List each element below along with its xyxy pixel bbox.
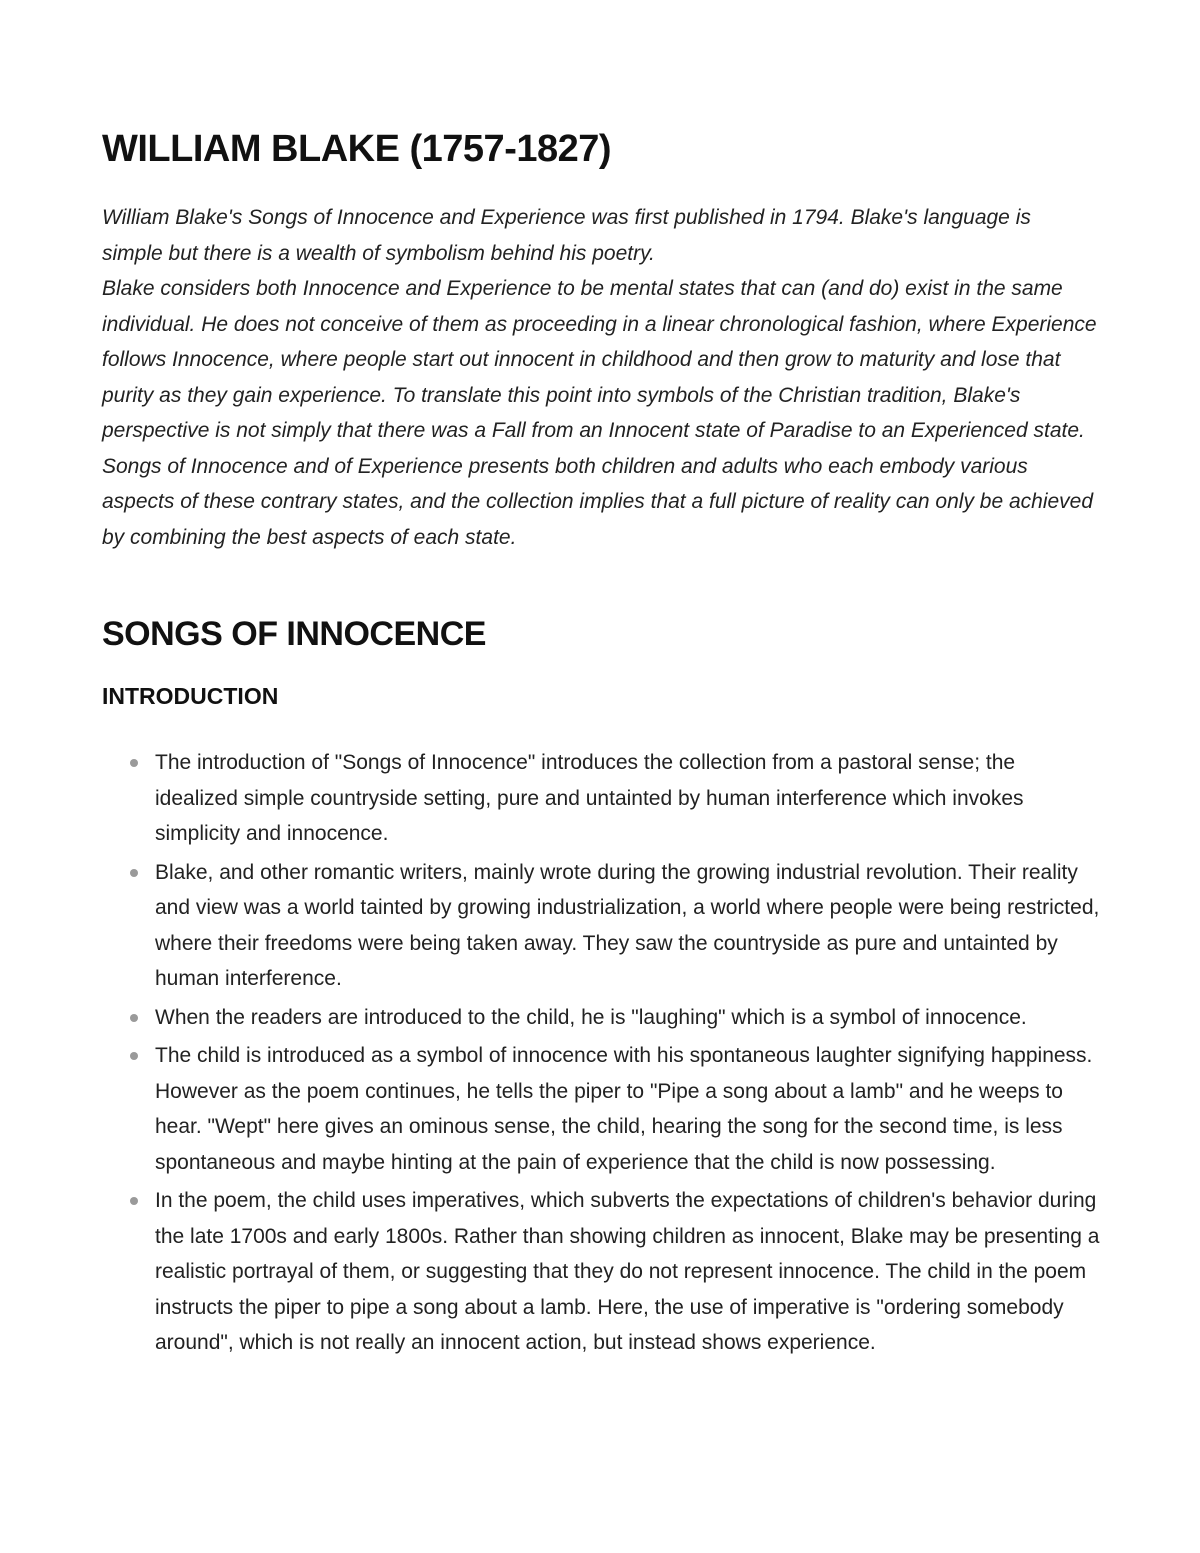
list-item: [102, 1183, 1102, 1361]
list-item: [102, 745, 1102, 852]
document-title: WILLIAM BLAKE (1757-1827): [102, 128, 612, 170]
bullet-icon: [130, 1052, 138, 1060]
list-item: [102, 1038, 1102, 1180]
intro-text: [102, 200, 1097, 555]
list-item-text: The introduction of "Songs of Innocence" introduces the collection from a pastoral sense; the idealized simple countryside setting, pure and untainted by human interference which invokes simplicity and innocence.: [155, 751, 1024, 845]
intro-paragraph: Blake considers both Innocence and Experience to be mental states that can (and do) exist in the same individual. He does not conceive of them as proceeding in a linear chronological fashion, where Experience follows Innocence, where people start out innocent in childhood and then grow to maturity and lose that purity as they gain experience. To translate this point into symbols of the Christian tradition, Blake's perspective is not simply that there was a Fall from an Innocent state of Paradise to an Experienced state. Songs of Innocence and of Experience presents both children and adults who each embody various aspects of these contrary states, and the collection implies that a full picture of reality can only be achieved by combining the best aspects of each state.: [102, 277, 1097, 549]
list-item: [102, 855, 1102, 997]
bullet-icon: [130, 869, 138, 877]
list-item-text: When the readers are introduced to the child, he is "laughing" which is a symbol of innocence.: [155, 1005, 1027, 1029]
list-item-text: The child is introduced as a symbol of innocence with his spontaneous laughter signifying happiness. However as the poem continues, he tells the piper to "Pipe a song about a lamb" and he weeps to hear. "Wept" here gives an ominous sense, the child, hearing the song for the second time, is less spontaneous and maybe hinting at the pain of experience that the child is now possessing.: [155, 1044, 1093, 1174]
bullet-icon: [130, 759, 138, 767]
list-item-text: Blake, and other romantic writers, mainly wrote during the growing industrial revolution. Their reality and view was a world tainted by growing industrialization, a world where people were being restricted, where their freedoms were being taken away. They saw the countryside as pure and untainted by human interference.: [155, 860, 1100, 990]
section-title: SONGS OF INNOCENCE: [102, 615, 486, 653]
bullet-icon: [130, 1014, 138, 1022]
bullet-icon: [130, 1197, 138, 1205]
bullet-list: [102, 745, 1102, 1364]
list-item-text: In the poem, the child uses imperatives, which subverts the expectations of children's behavior during the late 1700s and early 1800s. Rather than showing children as innocent, Blake may be presenting a realistic portrayal of them, or suggesting that they do not represent innocence. The child in the poem instructs the piper to pipe a song about a lamb. Here, the use of imperative is "ordering somebody around", which is not really an innocent action, but instead shows experience.: [155, 1189, 1100, 1354]
intro-paragraph: William Blake's Songs of Innocence and Experience was first published in 1794. Blake's language is simple but there is a wealth of symbolism behind his poetry.: [102, 206, 1031, 265]
subsection-title: INTRODUCTION: [102, 683, 279, 709]
list-item: [102, 1000, 1102, 1036]
